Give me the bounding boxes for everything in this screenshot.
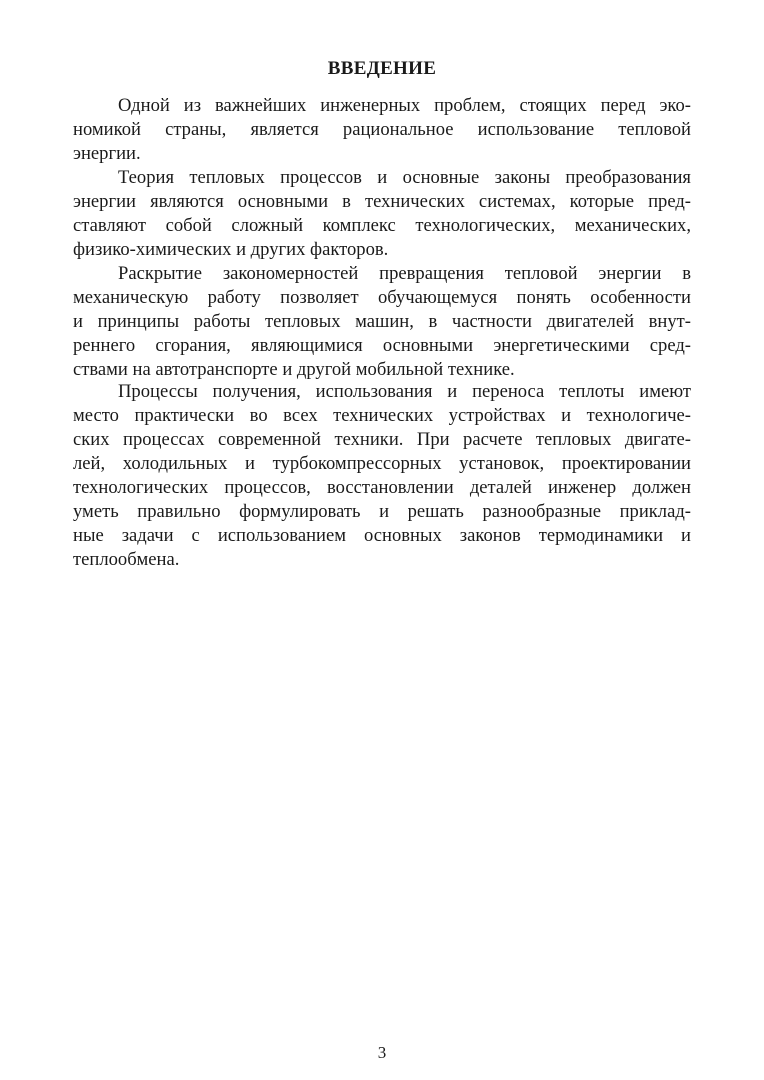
paragraph-1-line-2: номикой страны, является рациональное использование тепловой <box>73 119 691 140</box>
paragraph-3-line-1: Раскрытие закономерностей превращения тепловой энергии в <box>118 263 691 284</box>
paragraph-4-line-1: Процессы получения, использования и переноса теплоты имеют <box>118 381 691 402</box>
paragraph-4-line-4: лей, холодильных и турбокомпрессорных установок, проектировании <box>73 453 691 474</box>
paragraph-3-line-2: механическую работу позволяет обучающемуся понять особенности <box>73 287 691 308</box>
page-title: ВВЕДЕНИЕ <box>327 58 437 79</box>
paragraph-2-line-4: физико-химических и других факторов. <box>73 239 389 260</box>
paragraph-4-line-8: теплообмена. <box>73 549 180 570</box>
paragraph-4-line-5: технологических процессов, восстановлении деталей инженер должен <box>73 477 691 498</box>
paragraph-3-line-3: и принципы работы тепловых машин, в частности двигателей внут- <box>73 311 691 332</box>
paragraph-4-line-7: ные задачи с использованием основных законов термодинамики и <box>73 525 691 546</box>
paragraph-3-line-4: реннего сгорания, являющимися основными энергетическими сред- <box>73 335 691 356</box>
paragraph-4-line-3: ских процессах современной техники. При расчете тепловых двигате- <box>73 429 691 450</box>
paragraph-4-line-2: место практически во всех технических устройствах и технологиче- <box>73 405 691 426</box>
paragraph-2-line-2: энергии являются основными в технических системах, которые пред- <box>73 191 691 212</box>
paragraph-3-line-5: ствами на автотранспорте и другой мобильной технике. <box>73 359 515 380</box>
paragraph-4-line-6: уметь правильно формулировать и решать разнообразные приклад- <box>73 501 691 522</box>
paragraph-2-line-1: Теория тепловых процессов и основные законы преобразования <box>118 167 691 188</box>
paragraph-1-line-1: Одной из важнейших инженерных проблем, стоящих перед эко- <box>118 95 691 116</box>
paragraph-2-line-3: ставляют собой сложный комплекс технологических, механических, <box>73 215 691 236</box>
paragraph-1-line-3: энергии. <box>73 143 141 164</box>
page-number: 3 <box>377 1043 387 1062</box>
